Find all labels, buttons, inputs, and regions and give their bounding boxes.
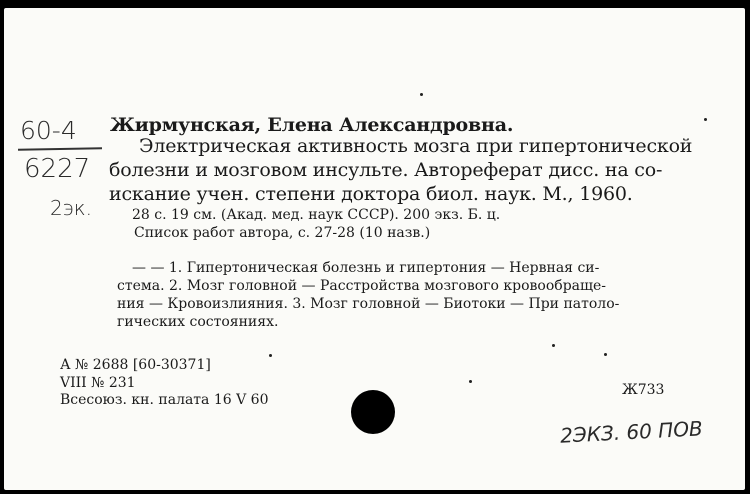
title-line-3: искание учен. степени доктора биол. наук. М., 1960. — [109, 183, 633, 205]
punch-hole — [351, 390, 395, 434]
scan-speck — [604, 353, 607, 356]
subject-line-3: ния — Кровоизлияния. 3. Мозг головной — Биотоки — При патоло- — [117, 296, 620, 312]
scan-speck — [552, 344, 555, 347]
subject-line-2: стема. 2. Мозг головной — Расстройства мозгового кровообраще- — [117, 278, 607, 294]
author-heading: Жирмунская, Елена Александровна. — [110, 114, 514, 136]
subject-line-1: — — 1. Гипертоническая болезнь и гипертония — Нервная си- — [132, 260, 600, 276]
scan-speck — [420, 93, 423, 96]
scan-speck — [704, 118, 707, 121]
book-chamber-stamp: Всесоюз. кн. палата 16 V 60 — [60, 392, 269, 408]
accession-number: А № 2688 [60-30371] — [60, 357, 211, 373]
physical-description: 28 с. 19 см. (Акад. мед. наук СССР). 200 экз. Б. ц. — [132, 207, 501, 223]
handwritten-signature: 2ЭКЗ. 60 ПОВ — [559, 416, 704, 448]
subject-line-4: гических состояниях. — [117, 314, 279, 330]
bibliography-note: Список работ автора, с. 27-28 (10 назв.) — [134, 225, 431, 241]
handwritten-annotation: 2эк. — [50, 196, 92, 220]
volume-number: VIII № 231 — [60, 375, 136, 391]
handwritten-number: 6227 — [24, 154, 91, 184]
catalog-card — [4, 8, 745, 490]
handwritten-shelf-mark: 60-4 — [20, 116, 77, 145]
title-line-2: болезни и мозговом инсульте. Автореферат дисс. на со- — [109, 159, 663, 181]
scan-speck — [269, 354, 272, 357]
catalog-code: Ж733 — [622, 382, 665, 398]
handwritten-underline — [18, 147, 102, 150]
scan-speck — [469, 380, 472, 383]
title-line-1: Электрическая активность мозга при гипертонической — [139, 135, 693, 157]
